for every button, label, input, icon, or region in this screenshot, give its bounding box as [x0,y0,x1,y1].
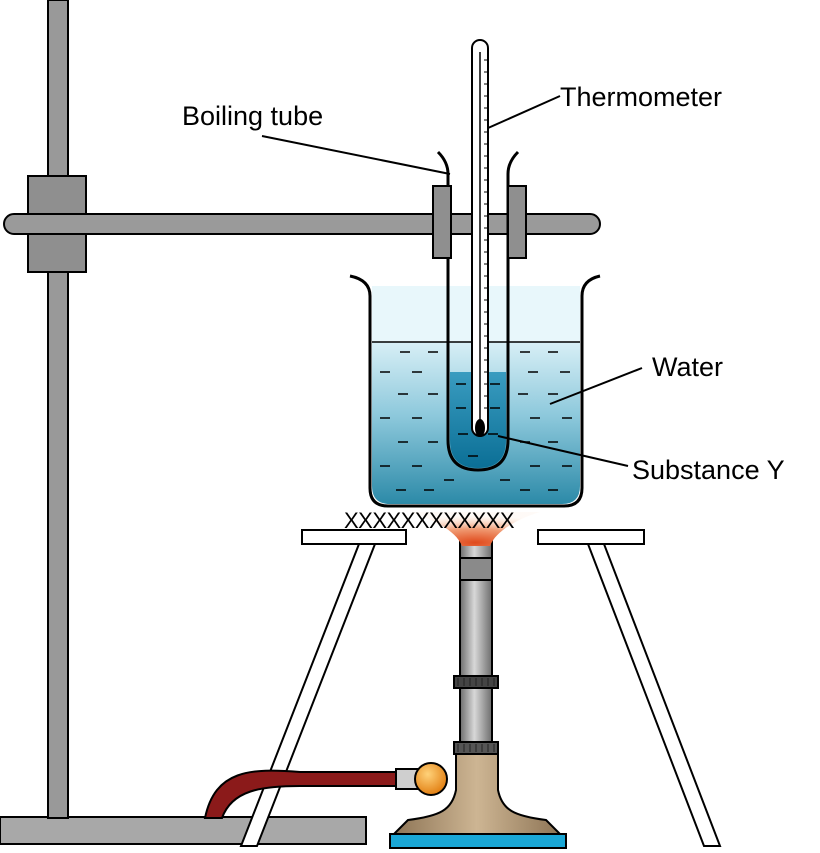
tripod-leg-right [588,544,720,846]
stand-base [0,817,366,844]
label-water: Water [652,352,724,382]
label-thermometer: Thermometer [560,82,723,112]
label-substance-y: Substance Y [632,455,785,485]
burner-base [392,752,562,836]
gas-hose [205,771,404,818]
tripod-leg-left [241,544,375,846]
burner-base-plate [390,834,566,848]
stand-rod [48,0,68,818]
thermometer-bulb [475,419,485,437]
barrel-collar-top [460,558,492,580]
tripod-top-right [538,530,644,544]
gauze-marks: XXXXXXXXXXXX [344,508,515,533]
leader-boiling-tube [262,136,450,174]
leader-thermometer [488,96,560,128]
label-boiling-tube: Boiling tube [182,101,324,131]
clamp-jaw-right [508,186,526,258]
clamp-jaw-left [433,186,451,258]
thermometer [472,40,488,437]
gas-valve[interactable] [415,763,447,795]
